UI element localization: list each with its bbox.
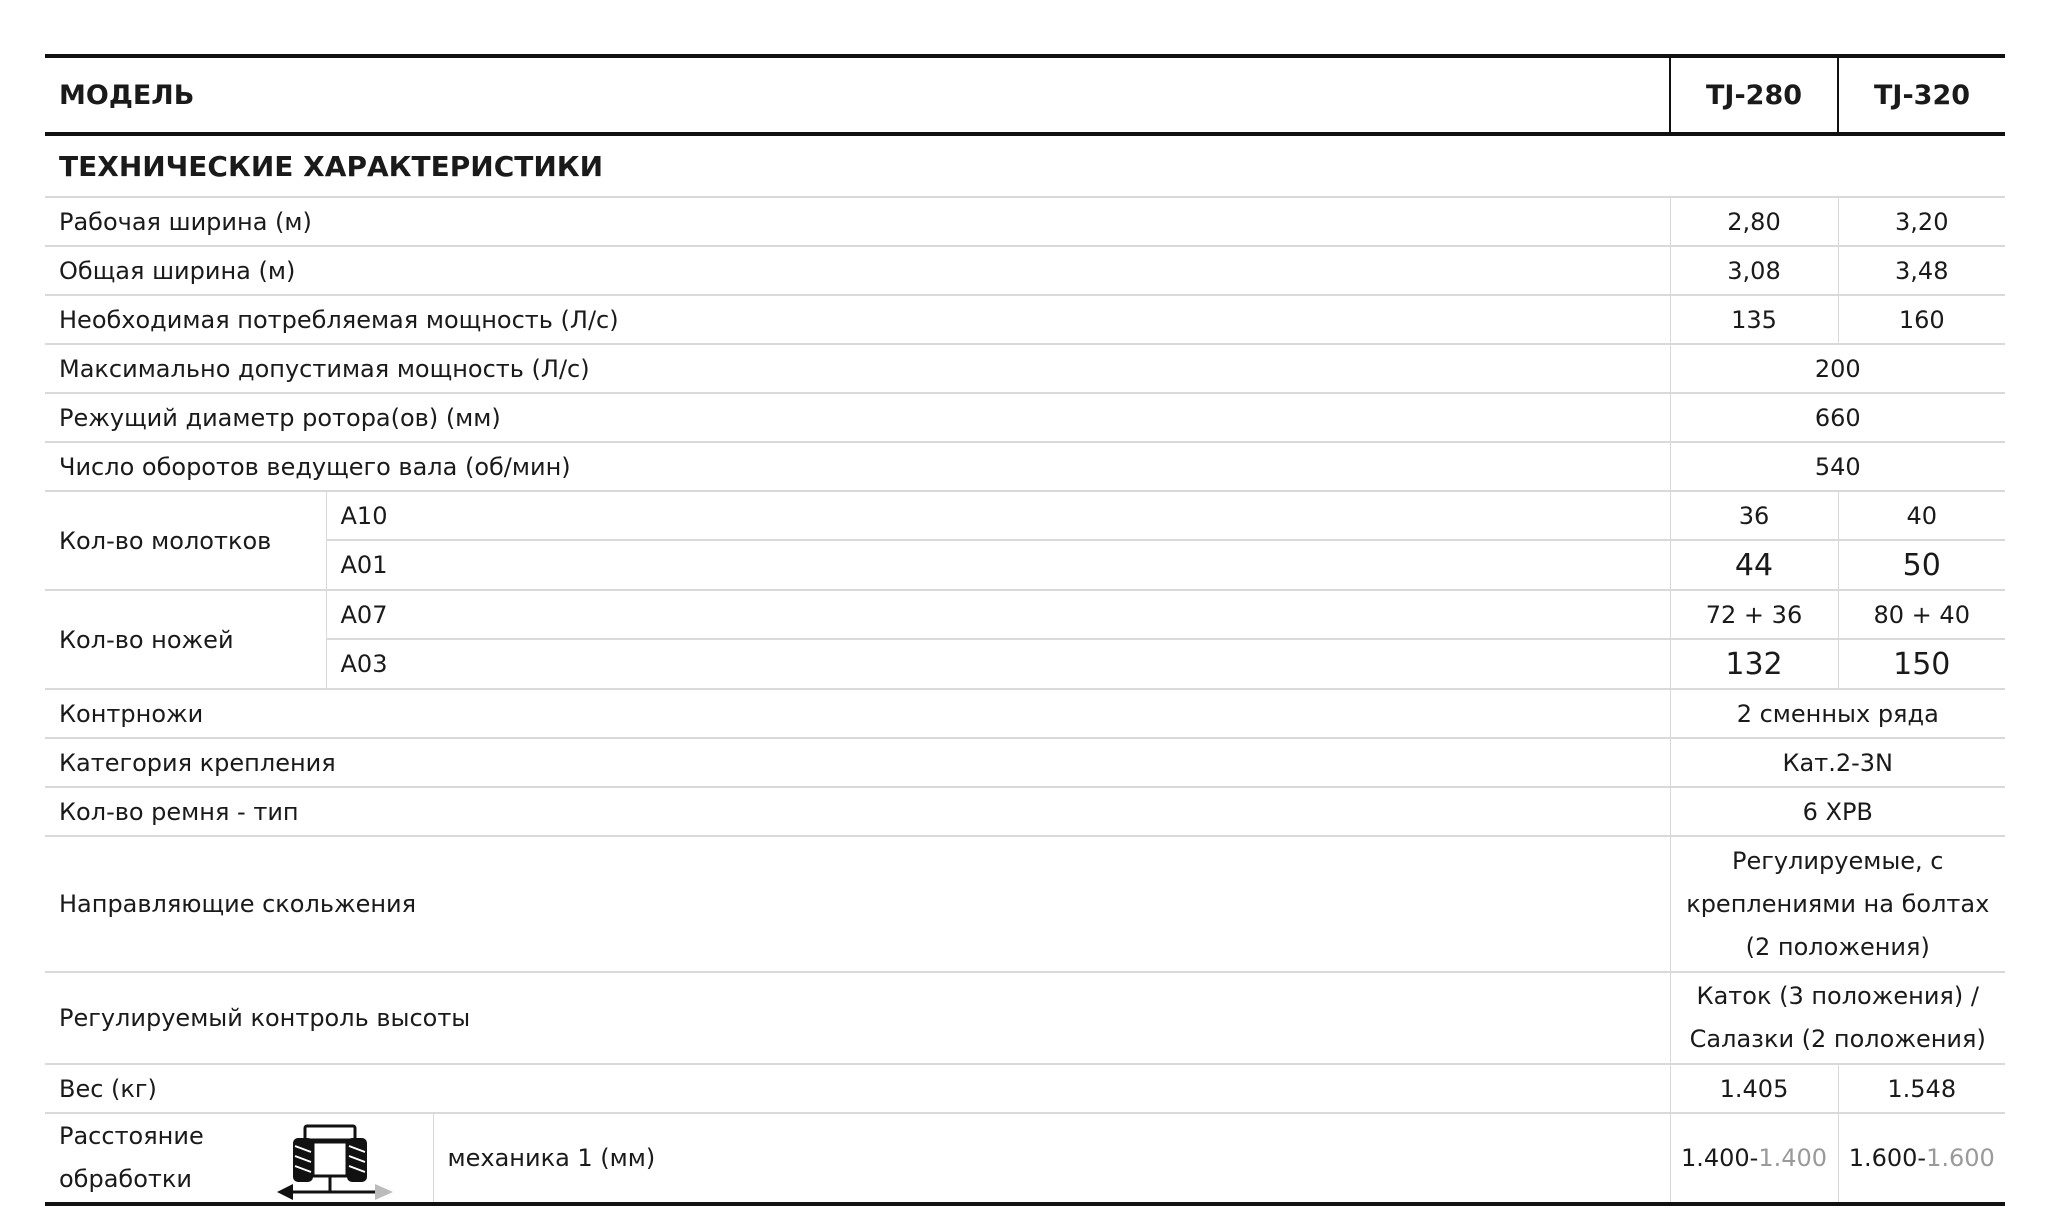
row-label: Кол-во ножей: [45, 590, 326, 689]
spec-row: [45, 639, 2005, 689]
spec-row: [45, 393, 2005, 442]
value-tj320: 3,20: [1838, 197, 2005, 246]
value-tj320: 40: [1838, 491, 2005, 540]
value-tj320: 50: [1838, 540, 2005, 590]
spec-row: [45, 246, 2005, 295]
section-title: ТЕХНИЧЕСКИЕ ХАРАКТЕРИСТИКИ: [59, 149, 604, 183]
value-tj280: 135: [1670, 295, 1838, 344]
row-label: Контрножи: [45, 689, 1670, 738]
value-tj280: 44: [1670, 540, 1838, 590]
value-tj320: 150: [1838, 639, 2005, 689]
row-label: Максимально допустимая мощность (Л/с): [45, 344, 1670, 393]
row-label: Кол-во молотков: [45, 491, 326, 590]
row-label: Вес (кг): [45, 1064, 1670, 1113]
spec-row: [45, 540, 2005, 590]
spec-row: [45, 197, 2005, 246]
value-shared: 6 XPB: [1670, 787, 2005, 836]
tractor-offset-icon: [275, 1118, 395, 1202]
value-tj280: 36: [1670, 491, 1838, 540]
value-shared: 660: [1670, 393, 2005, 442]
spec-row: [45, 1064, 2005, 1113]
spec-row: [45, 738, 2005, 787]
sub-label: механика 1 (мм): [433, 1113, 1670, 1204]
value-tj280: 1.405: [1670, 1064, 1838, 1113]
row-label: Регулируемый контроль высоты: [45, 972, 1670, 1064]
spec-table: [45, 54, 2005, 1206]
value-tj280: 132: [1670, 639, 1838, 689]
spec-row: [45, 590, 2005, 639]
row-label: Режущий диаметр ротора(ов) (мм): [45, 393, 1670, 442]
spec-row: [45, 295, 2005, 344]
model-tj280: TJ-280: [1670, 56, 1838, 134]
value-tj320: 1.548: [1838, 1064, 2005, 1113]
value-main: 1.600-: [1848, 1144, 1927, 1172]
sub-code: A10: [326, 491, 1670, 540]
value-alt: 1.600: [1926, 1144, 1995, 1172]
value-shared: Каток (3 положения) / Салазки (2 положения): [1670, 972, 2005, 1064]
spec-row: [45, 442, 2005, 491]
row-label: Рабочая ширина (м): [45, 197, 1670, 246]
value-shared: 540: [1670, 442, 2005, 491]
row-label: Число оборотов ведущего вала (об/мин): [45, 442, 1670, 491]
row-label: Необходимая потребляемая мощность (Л/с): [45, 295, 1670, 344]
model-label: МОДЕЛЬ: [45, 56, 1670, 134]
row-label: Расстояние обработки: [59, 1122, 204, 1193]
row-label: Кол-во ремня - тип: [45, 787, 1670, 836]
value-main: 1.400-: [1680, 1144, 1759, 1172]
spec-row: [45, 787, 2005, 836]
sub-code: A03: [326, 639, 1670, 689]
value-tj320: [1838, 1113, 2005, 1204]
spec-row: [45, 491, 2005, 540]
section-row: [45, 134, 2005, 197]
sub-code: A07: [326, 590, 1670, 639]
value-shared: 2 сменных ряда: [1670, 689, 2005, 738]
value-shared: Регулируемые, с креплениями на болтах (2 положения): [1670, 836, 2005, 972]
spec-row: [45, 972, 2005, 1064]
spec-row: [45, 689, 2005, 738]
value-shared: Кат.2-3N: [1670, 738, 2005, 787]
value-tj320: 80 + 40: [1838, 590, 2005, 639]
row-label: Общая ширина (м): [45, 246, 1670, 295]
value-tj320: 3,48: [1838, 246, 2005, 295]
value-tj280: 3,08: [1670, 246, 1838, 295]
value-tj280: [1670, 1113, 1838, 1204]
model-tj320: TJ-320: [1838, 56, 2005, 134]
row-label-cell: [45, 1113, 433, 1204]
value-tj280: 2,80: [1670, 197, 1838, 246]
row-label: Направляющие скольжения: [45, 836, 1670, 972]
row-label: Категория крепления: [45, 738, 1670, 787]
value-tj320: 160: [1838, 295, 2005, 344]
spec-row: [45, 1113, 2005, 1204]
spec-row: [45, 344, 2005, 393]
sub-code: A01: [326, 540, 1670, 590]
value-alt: 1.400: [1758, 1144, 1828, 1172]
value-tj280: 72 + 36: [1670, 590, 1838, 639]
value-shared: 200: [1670, 344, 2005, 393]
spec-row: [45, 836, 2005, 972]
model-header-row: [45, 56, 2005, 134]
